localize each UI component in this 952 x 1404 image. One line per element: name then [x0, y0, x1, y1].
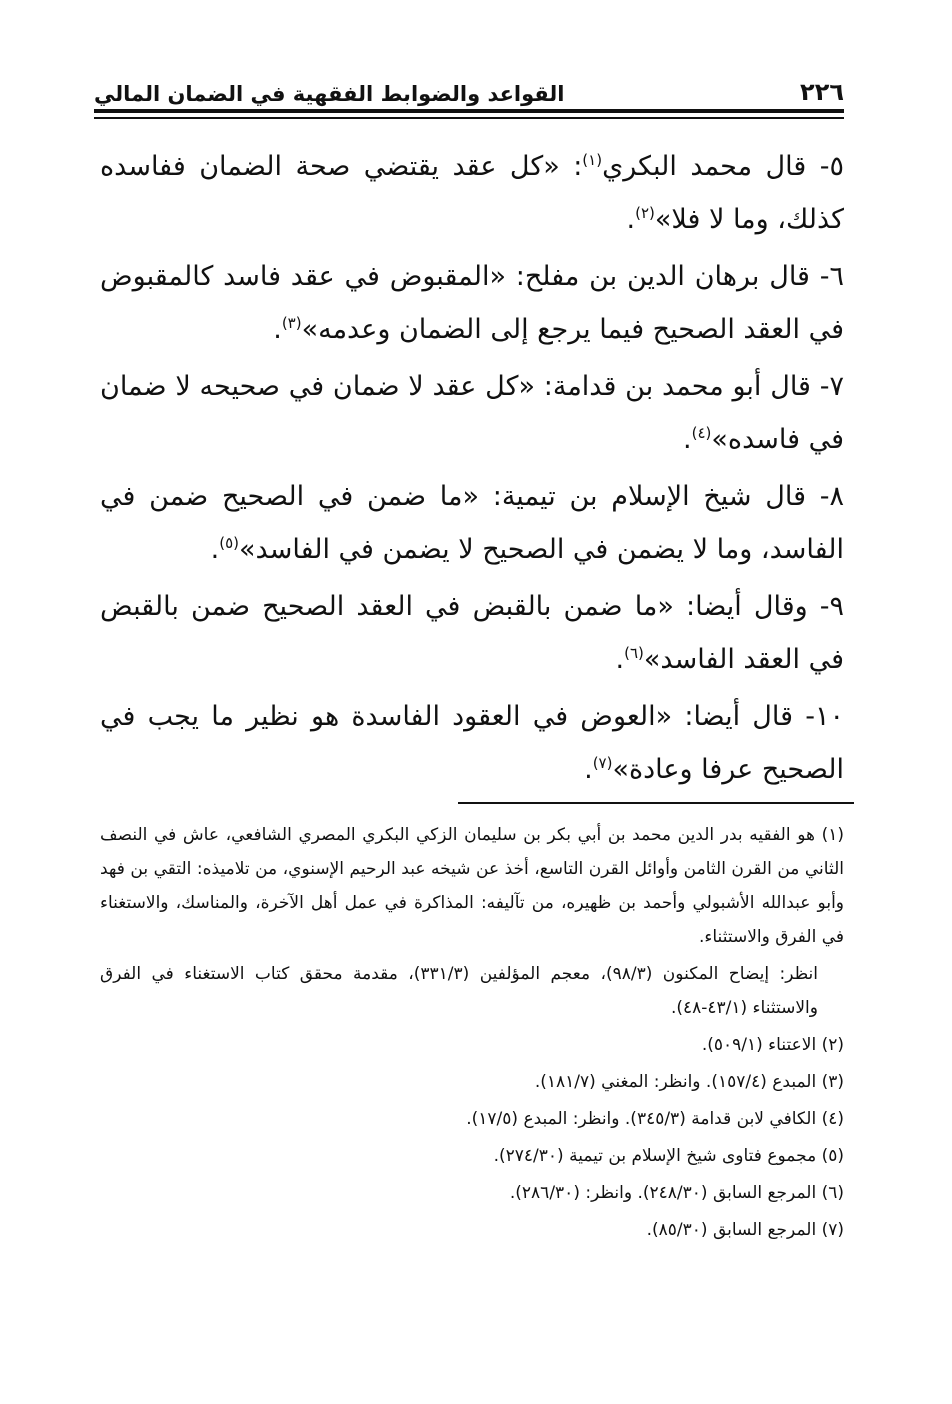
header-rule-thin — [94, 117, 844, 119]
rule-item-10: ١٠- قال أيضا: «العوض في العقود الفاسدة هو نظير ما يجب في الصحيح عرفا وعادة»$^{(٧)}$. — [100, 701, 844, 785]
footnote-ref: (٢) — [635, 204, 655, 222]
footnote-6: (٦) المرجع السابق (٢٤٨/٣٠). وانظر: (٢٨٦/٣٠). — [509, 1183, 844, 1203]
footnotes — [100, 818, 844, 1250]
footnote-5: (٥) مجموع فتاوى شيخ الإسلام بن تيمية (٢٧٤/٣٠). — [493, 1146, 844, 1166]
rule-item-8: ٨- قال شيخ الإسلام بن تيمية: «ما ضمن في الصحيح ضمن في الفاسد، وما لا يضمن في الصحيح لا يضمن في الفاسد»$^{(٥)}$. — [100, 481, 844, 565]
footnote-1: (١) هو الفقيه بدر الدين محمد بن أبي بكر بن سليمان الزكي البكري المصري الشافعي، عاش في النصف الثاني من القرن الثامن وأوائل القرن التاسع، أخذ عن شيخه عبد الرحيم الإسنوي، من تلاميذه: التقي بن فهد وأبو عبدالله الأشبولي وأحمد بن ظهيره، من تآليفه: المذاكرة في عمل أهل الآخرة، والمناسك، والاستغناء في الفرق والاستثناء. — [100, 825, 844, 947]
main-text — [100, 140, 844, 800]
footnote-7: (٧) المرجع السابق (٨٥/٣٠). — [646, 1220, 844, 1240]
rule-item-5: ٥- قال محمد البكري$^{(١)}$: «كل عقد يقتضي صحة الضمان ففاسده كذلك، وما لا فلا»$^{(٢)}$. — [100, 151, 844, 235]
footnote-ref: (٧) — [592, 754, 613, 772]
footnote-ref: (٣) — [281, 314, 302, 332]
header-rule-thick — [94, 109, 844, 113]
running-title: القواعد والضوابط الفقهية في الضمان المالي — [94, 82, 565, 106]
footnote-2: (٢) الاعتناء (٥٠٩/١). — [701, 1035, 844, 1055]
footnote-ref: (٤) — [691, 424, 712, 442]
rule-item-9: ٩- وقال أيضا: «ما ضمن بالقبض في العقد الصحيح ضمن بالقبض في العقد الفاسد»$^{(٦)}$. — [100, 591, 844, 675]
footnote-ref: (٦) — [624, 644, 644, 662]
footnote-1-sources: انظر: إيضاح المكنون (٩٨/٣)، معجم المؤلفين (٣٣١/٣)، مقدمة محقق كتاب الاستغناء في الفرق والاستثناء (٤٣/١-٤٨). — [100, 964, 819, 1018]
footnote-ref: (٥) — [219, 534, 240, 552]
footnote-ref: (١) — [582, 151, 603, 169]
footnote-separator — [458, 802, 854, 804]
footnote-3: (٣) المبدع (١٥٧/٤). وانظر: المغني (١٨١/٧). — [534, 1072, 844, 1092]
footnote-4: (٤) الكافي لابن قدامة (٣٤٥/٣). وانظر: المبدع (١٧/٥). — [466, 1109, 844, 1129]
rule-item-7: ٧- قال أبو محمد بن قدامة: «كل عقد لا ضمان في صحيحه لا ضمان في فاسده»$^{(٤)}$. — [100, 371, 844, 455]
rule-item-6: ٦- قال برهان الدين بن مفلح: «المقبوض في عقد فاسد كالمقبوض في العقد الصحيح فيما يرجع إلى الضمان وعدمه»$^{(٣)}$. — [100, 261, 844, 345]
page-number: ٢٢٦ — [800, 78, 844, 106]
page-header — [94, 62, 844, 106]
